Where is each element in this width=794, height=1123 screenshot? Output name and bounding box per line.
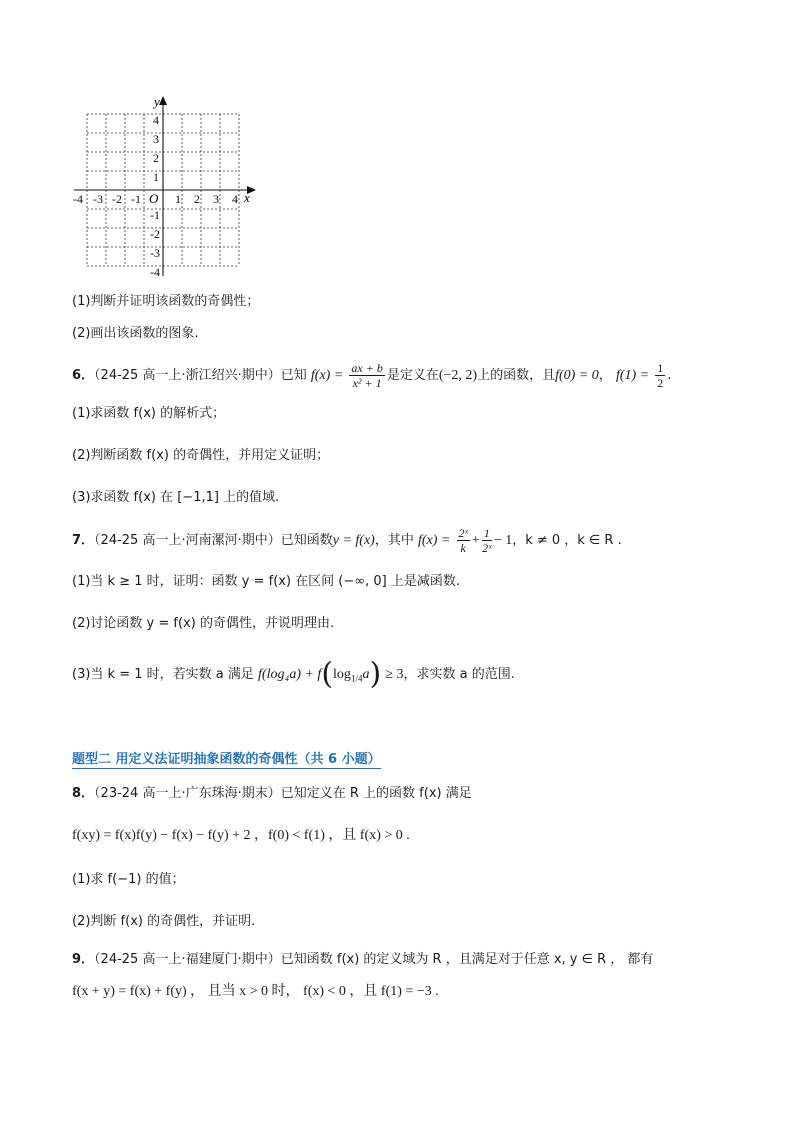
q7-fraction-1	[457, 526, 470, 555]
question-number: 6．	[72, 368, 95, 383]
q7-stem-b: ，其中	[374, 533, 414, 548]
q6-fraction	[349, 361, 384, 390]
section-heading: 题型二 用定义法证明抽象函数的奇偶性（共 6 小题）	[72, 748, 381, 769]
q9-stem-text: 已知函数 f(x) 的定义域为 R ，且满足对于任意 x, y ∈ R ， 都有	[280, 952, 654, 967]
left-paren: (	[321, 656, 334, 692]
q7-log-base: 1/4	[350, 673, 363, 684]
q6-half	[655, 361, 665, 390]
y-tick-label: -3	[150, 246, 160, 260]
q6-cond1: f(0) = 0	[555, 368, 599, 383]
q7-part3	[72, 658, 515, 696]
y-tick-label: 4	[153, 113, 159, 127]
q6-half-numerator: 1	[657, 361, 664, 375]
y-axis-label: y	[154, 94, 160, 109]
y-tick-label: 1	[153, 170, 159, 184]
q6-interval: (−2, 2)	[438, 368, 478, 383]
q7-fraction-2	[482, 526, 492, 555]
q5-part1: (1)判断并证明该函数的奇偶性；	[72, 294, 260, 309]
x-tick-label: -2	[112, 192, 122, 206]
q7-fraction-1-numerator: 2ˣ	[458, 526, 468, 540]
q5-part2: (2)画出该函数的图象.	[72, 326, 199, 341]
y-tick-label: 2	[153, 151, 159, 165]
q7-condition: ，k ≠ 0 ，k ∈ R .	[512, 533, 622, 548]
q7-fraction-2-numerator: 1	[483, 526, 490, 540]
question-source: （24-25 高一上·福建厦门·期中）	[94, 952, 281, 967]
q6-cond2: f(1) =	[615, 368, 650, 383]
q9-stem	[72, 950, 653, 970]
q7-part3-a: (3)当 k = 1 时，若实数 a 满足	[72, 667, 254, 682]
q8-stem	[72, 784, 472, 804]
question-source: （24-25 高一上·河南漯河·期中）	[94, 533, 281, 548]
coordinate-grid-figure	[66, 94, 266, 284]
x-tick-label: 1	[175, 192, 181, 206]
q8-equation: f(xy) = f(x)f(y) − f(x) − f(y) + 2 ，f(0) < f(1) ，且 f(x) > 0 .	[72, 828, 410, 843]
question-number: 7．	[72, 533, 95, 548]
q6-part2: (2)判断函数 f(x) 的奇偶性，并用定义证明；	[72, 448, 330, 463]
q9-equation: f(x + y) = f(x) + f(y) ， 且当 x > 0 时， f(x) < 0 ，且 f(1) = −3 .	[72, 984, 439, 999]
question-number: 9．	[72, 952, 95, 967]
x-tick-label: -4	[73, 192, 83, 206]
q6-half-denominator: 2	[657, 376, 664, 390]
right-paren: )	[369, 656, 382, 692]
q6-part1: (1)求函数 f(x) 的解析式；	[72, 406, 226, 421]
y-tick-label: -2	[150, 227, 160, 241]
q6-sep: ，	[598, 368, 612, 383]
q8-part1: (1)求 f(−1) 的值；	[72, 872, 185, 887]
x-axis-label: x	[244, 190, 250, 205]
q7-fraction-1-denominator: k	[460, 541, 466, 555]
origin-label: O	[149, 191, 159, 206]
q6-part3: (3)求函数 f(x) 在 [−1,1] 上的值域.	[72, 490, 280, 505]
q7-fraction-2-denominator: 2ˣ	[482, 541, 492, 555]
x-tick-label: 4	[232, 192, 238, 206]
q7-part3-c: ，求实数 a 的范围.	[403, 667, 515, 682]
question-source: （23-24 高一上·广东珠海·期末）	[94, 786, 281, 801]
q7-part3-ineq: ≥ 3	[385, 667, 404, 682]
q7-stem-a: 已知函数	[280, 533, 333, 548]
q6-stem-b: 是定义在	[386, 368, 439, 383]
y-tick-label: -1	[150, 208, 160, 222]
q6-stem	[72, 361, 671, 390]
question-source: （24-25 高一上·浙江绍兴·期中）	[94, 368, 281, 383]
q7-minus-one: − 1	[493, 533, 513, 548]
y-axis-arrow	[159, 96, 167, 105]
y-tick-label: 3	[153, 132, 159, 146]
q7-stem	[72, 526, 622, 555]
y-tick-label: -4	[150, 265, 160, 279]
q7-log-arg: a	[362, 667, 370, 682]
x-tick-label: 2	[194, 192, 200, 206]
q8-stem-text: 已知定义在 R 上的函数 f(x) 满足	[280, 786, 472, 801]
q6-fx: f(x) =	[310, 368, 344, 383]
x-tick-label: -3	[93, 192, 103, 206]
q7-fx: f(x) =	[418, 533, 451, 548]
q7-part3-expr: f(log₄a) + f	[258, 667, 322, 682]
q7-log: log	[333, 667, 351, 682]
q6-fraction-denominator: x² + 1	[352, 376, 382, 390]
x-tick-label: -1	[131, 192, 141, 206]
q8-part2: (2)判断 f(x) 的奇偶性，并证明.	[72, 914, 256, 929]
q7-part1: (1)当 k ≥ 1 时，证明：函数 y = f(x) 在区间 (−∞, 0] 上是减函数.	[72, 574, 460, 589]
axes	[74, 100, 252, 276]
q6-stem-c: 上的函数，且	[477, 368, 556, 383]
q6-stem-a: 已知	[280, 368, 307, 383]
q6-end: .	[667, 368, 672, 383]
q7-eq1: y = f(x)	[332, 533, 375, 548]
q6-fraction-numerator: ax + b	[351, 361, 383, 375]
q7-part2: (2)讨论函数 y = f(x) 的奇偶性，并说明理由.	[72, 616, 335, 631]
q7-plus: +	[471, 533, 480, 548]
x-tick-label: 3	[213, 192, 219, 206]
question-number: 8．	[72, 786, 95, 801]
